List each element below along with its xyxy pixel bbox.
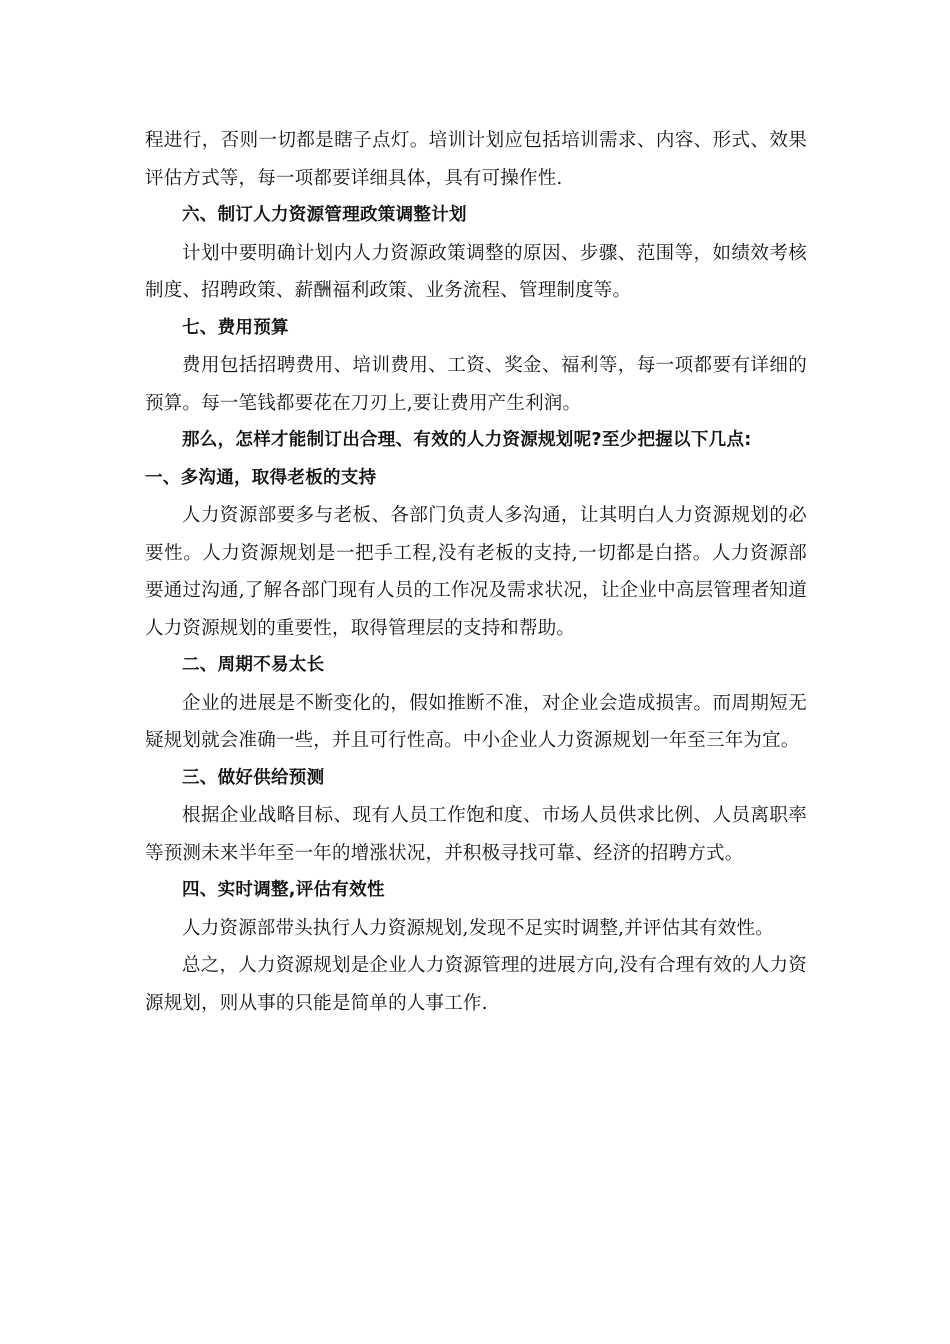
paragraph-supply-forecast: 根据企业战略目标、现有人员工作饱和度、市场人员供求比例、人员离职率等预测未来半年至一年的增涨状况，并积极寻找可靠、经济的招聘方式。 (145, 805, 807, 864)
paragraph-continuation: 程进行，否则一切都是瞎子点灯。培训计划应包括培训需求、内容、形式、效果评估方式等，每一项都要详细具体，具有可操作性. (145, 130, 807, 189)
heading-budget: 七、费用预算 (182, 317, 289, 338)
paragraph-communication: 人力资源部要多与老板、各部门负责人多沟通，让其明白人力资源规划的必要性。人力资源规划是一把手工程,没有老板的支持,一切都是白搭。人力资源部要通过沟通,了解各部门现有人员的工作况及需求状况，让企业中高层管理者知道人力资源规划的重要性，取得管理层的支持和帮助。 (145, 505, 807, 639)
heading-intro-question: 那么，怎样才能制订出合理、有效的人力资源规划呢?至少把握以下几点: (182, 430, 752, 450)
heading-period: 二、周期不易太长 (182, 655, 325, 675)
paragraph-policy-adjustment: 计划中要明确计划内人力资源政策调整的原因、步骤、范围等，如绩效考核制度、招聘政策、薪酬福利政策、业务流程、管理制度等。 (145, 242, 807, 301)
document-page (145, 122, 807, 1022)
paragraph-conclusion: 总之，人力资源规划是企业人力资源管理的进展方向,没有合理有效的人力资源规划，则从事的只能是简单的人事工作. (145, 955, 807, 1014)
heading-supply-forecast: 三、做好供给预测 (182, 767, 325, 788)
heading-adjust-evaluate: 四、实时调整,评估有效性 (182, 880, 385, 900)
paragraph-adjust-evaluate: 人力资源部带头执行人力资源规划,发现不足实时调整,并评估其有效性。 (182, 917, 774, 939)
paragraph-period: 企业的进展是不断变化的，假如推断不准，对企业会造成损害。而周期短无疑规划就会准确一些，并且可行性高。中小企业人力资源规划一年至三年为宜。 (145, 692, 807, 751)
paragraph-budget: 费用包括招聘费用、培训费用、工资、奖金、福利等，每一项都要有详细的预算。每一笔钱都要花在刀刃上,要让费用产生利润。 (145, 355, 807, 414)
heading-policy-adjustment-plan: 六、制订人力资源管理政策调整计划 (182, 205, 467, 225)
heading-communication: 一、多沟通，取得老板的支持 (145, 467, 377, 488)
